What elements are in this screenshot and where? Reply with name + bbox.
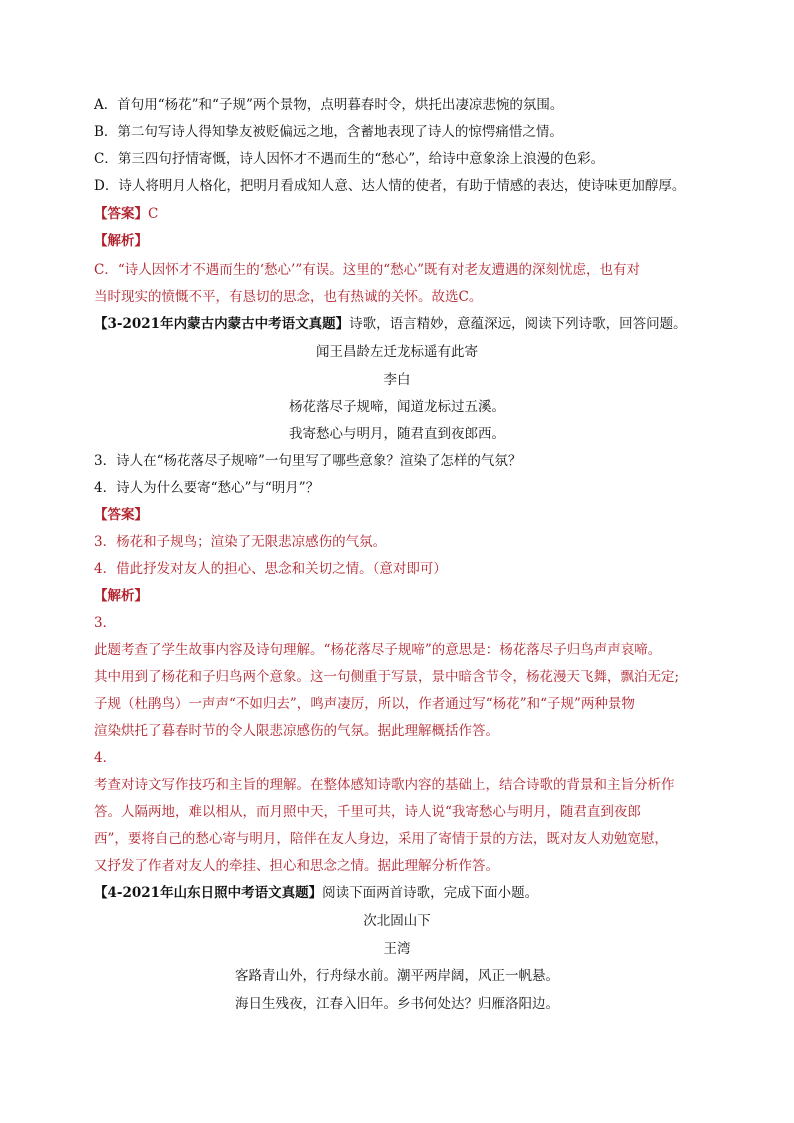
poem-1-line-1: 杨花落尽子规啼，闻道龙标过五溪。 <box>289 399 505 415</box>
poem-2-line-1: 客路青山外，行舟绿水前。潮平两岸阔，风正一帆悬。 <box>235 968 559 984</box>
analysis-2-p3-line-2: 其中用到了杨花和子归鸟两个意象。这一句侧重于写景，景中暗含节令，杨花漫天飞舞，飘泊无定; <box>94 669 680 685</box>
analysis-tag-1: 【解析】 <box>94 233 148 249</box>
question-4-header <box>94 884 538 902</box>
poem-2-line-2: 海日生残夜，江春入旧年。乡书何处达？归雁洛阳边。 <box>235 996 559 1012</box>
poem-1-line-2: 我寄愁心与明月，随君直到夜郎西。 <box>289 426 505 442</box>
question-source: 【4-2021年山东日照中考语文真题】 <box>94 885 323 901</box>
analysis-2-p3-line-1: 此题考查了学生故事内容及诗句理解。“杨花落尽子规啼”的意思是：杨花落尽子归鸟声声哀啼。 <box>94 642 662 658</box>
answer-tag-2: 【答案】 <box>94 507 148 523</box>
answer-1 <box>94 205 158 223</box>
poem-1-title: 闻王昌龄左迁龙标遥有此寄 <box>316 344 478 360</box>
poem-2-title: 次北固山下 <box>363 913 431 929</box>
option-b: B．第二句写诗人得知挚友被贬偏远之地，含蓄地表现了诗人的惊愕痛惜之情。 <box>94 124 563 140</box>
analysis-2-p3-line-3: 子规（杜鹃鸟）一声声“不如归去”，鸣声凄厉，所以，作者通过写“杨花”和“子规”两种景物 <box>94 696 635 712</box>
answer-2-line-2: 4．借此抒发对友人的担心、思念和关切之情。（意对即可） <box>94 561 447 577</box>
answer-value: C <box>148 206 159 222</box>
question-3: 3．诗人在“杨花落尽子规啼”一句里写了哪些意象？渲染了怎样的气氛？ <box>94 453 522 469</box>
question-4: 4．诗人为什么要寄“愁心”与“明月”？ <box>94 480 320 496</box>
answer-2-line-1: 3．杨花和子规鸟；渲染了无限悲凉感伤的气氛。 <box>94 534 387 550</box>
poem-2-author: 王湾 <box>383 941 411 957</box>
analysis-2-number-3: 3． <box>94 615 117 631</box>
answer-tag: 【答案】 <box>94 206 148 222</box>
analysis-1-line-1: C．“诗人因怀才不遇而生的‘愁心’”有误。这里的“愁心”既有对老友遭遇的深刻忧虑，也有对 <box>94 262 641 278</box>
question-instruction: 阅读下面两首诗歌，完成下面小题。 <box>322 885 539 901</box>
analysis-2-number-4: 4． <box>94 750 117 766</box>
option-d: D．诗人将明月人格化，把明月看成知人意、达人情的使者，有助于情感的表达，使诗味更加醇厚。 <box>94 178 686 194</box>
analysis-2-p4-line-1: 考查对诗文写作技巧和主旨的理解。在整体感知诗歌内容的基础上，结合诗歌的背景和主旨分析作 <box>94 777 675 793</box>
option-c: C．第三四句抒情寄慨，诗人因怀才不遇而生的“愁心”，给诗中意象涂上浪漫的色彩。 <box>94 151 605 167</box>
question-3-header <box>94 315 687 333</box>
analysis-2-p3-line-4: 渲染烘托了暮春时节的令人限悲凉感伤的气氛。据此理解概括作答。 <box>94 723 499 739</box>
analysis-2-p4-line-3: 西”，要将自己的愁心寄与明月，陪伴在友人身边，采用了寄情于景的方法，既对友人劝勉宽慰， <box>94 831 668 847</box>
question-source: 【3-2021年内蒙古内蒙古中考语文真题】 <box>94 316 350 332</box>
poem-1-author: 李白 <box>383 372 411 388</box>
option-a: A．首句用“杨花”和“子规”两个景物，点明暮春时令，烘托出凄凉悲惋的氛围。 <box>94 97 564 113</box>
analysis-2-p4-line-4: 又抒发了作者对友人的牵挂、担心和思念之情。据此理解分析作答。 <box>94 858 499 874</box>
analysis-1-line-2: 当时现实的愤慨不平，有恳切的思念，也有热诚的关怀。故选C。 <box>94 289 483 305</box>
question-instruction: 诗歌，语言精妙，意蕴深远，阅读下列诗歌，回答问题。 <box>349 316 687 332</box>
analysis-tag-2: 【解析】 <box>94 588 148 604</box>
analysis-2-p4-line-2: 答。人隔两地，难以相从，而月照中天，千里可共，诗人说“我寄愁心与明月，随君直到夜郎 <box>94 804 641 820</box>
